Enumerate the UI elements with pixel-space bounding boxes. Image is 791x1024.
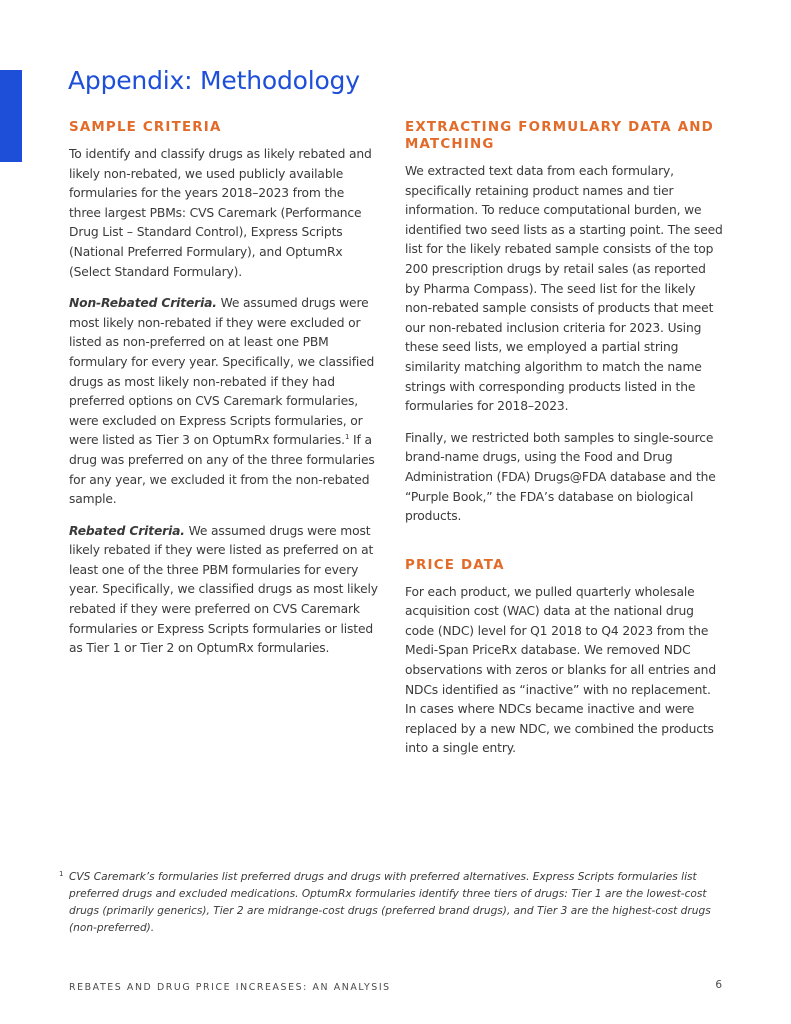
footnote-marker: 1 bbox=[59, 870, 64, 878]
price-data-heading: PRICE DATA bbox=[405, 557, 505, 573]
rebated-criteria-lead: Rebated Criteria. bbox=[69, 523, 185, 538]
footnote-text: CVS Caremark’s formularies list preferred drugs and drugs with preferred alternatives. Express Scripts formularies list preferred drugs and excluded medications. OptumRx formularies identify three tiers of drugs: Tier 1 are the lowest-cost drugs (primarily generics), Tier 2 are midrange-cost drugs (preferred brand drugs), and Tier 3 are the highest-cost drugs (non-preferred). bbox=[69, 871, 711, 934]
page-number: 6 bbox=[715, 979, 722, 991]
extracting-formulary-paragraph-2: Finally, we restricted both samples to single-source brand-name drugs, using the Food and Drug Administration (FDA) Drugs@FDA database and the “Purple Book,” the FDA’s database on biological products. bbox=[405, 430, 716, 524]
price-data-paragraph: For each product, we pulled quarterly wholesale acquisition cost (WAC) data at the national drug code (NDC) level for Q1 2018 to Q4 2023 from the Medi-Span PriceRx database. We removed NDC observations with zeros or blanks for all entries and NDCs identified as “inactive” with no replacement. In cases where NDCs became inactive and were replaced by a new NDC, we combined the products into a single entry. bbox=[405, 584, 716, 756]
extracting-formulary-section bbox=[405, 119, 723, 527]
sample-criteria-heading: SAMPLE CRITERIA bbox=[69, 120, 222, 135]
rebated-criteria-paragraph bbox=[69, 522, 379, 659]
non-rebated-criteria-text: We assumed drugs were most likely non-rebated if they were excluded or listed as non-preferred on at least one PBM formulary for every year. Specifically, we classified drugs as most likely non-rebated if they had preferred options on CVS Caremark formularies, were excluded on Express Scripts formularies, or were listed as Tier 3 on OptumRx formularies. bbox=[69, 296, 375, 448]
non-rebated-criteria-paragraph bbox=[69, 294, 379, 510]
extracting-formulary-heading: EXTRACTING FORMULARY DATA AND MATCHING bbox=[405, 120, 714, 152]
accent-bar bbox=[0, 70, 22, 162]
page-title: Appendix: Methodology bbox=[68, 66, 360, 95]
price-data-section bbox=[405, 557, 723, 759]
sample-criteria-section bbox=[69, 119, 379, 659]
non-rebated-criteria-lead: Non-Rebated Criteria. bbox=[69, 296, 217, 311]
non-rebated-criteria-text-continued: If a drug was preferred on any of the three formularies for any year, we excluded it from the non-rebated sample. bbox=[69, 433, 375, 507]
rebated-criteria-text: We assumed drugs were most likely rebated if they were listed as preferred on at least one of the three PBM formularies for every year. Specifically, we classified drugs as most likely rebated if they were preferred on CVS Caremark formularies or Express Scripts formularies or listed as Tier 1 or Tier 2 on OptumRx formularies. bbox=[69, 523, 378, 656]
footer-report-title: REBATES AND DRUG PRICE INCREASES: AN ANALYSIS bbox=[69, 982, 391, 993]
footnote-reference: 1 bbox=[344, 433, 350, 442]
left-column bbox=[69, 119, 379, 677]
extracting-formulary-paragraph-1: We extracted text data from each formulary, specifically retaining product names and tier information. To reduce computational burden, we identified two seed lists as a starting point. The seed list for the likely rebated sample consists of the top 200 prescription drugs by retail sales (as reported by Pharma Compass). The seed list for the likely non-rebated sample consists of products that meet our non-rebated inclusion criteria for 2023. Using these seed lists, we employed a partial string similarity matching algorithm to match the name strings with corresponding products listed in the formularies for 2018–2023. bbox=[405, 164, 723, 414]
sample-criteria-intro: To identify and classify drugs as likely rebated and likely non-rebated, we used publicly available formularies for the years 2018–2023 from the three largest PBMs: CVS Caremark (Performance Drug List – Standard Control), Express Scripts (National Preferred Formulary), and OptumRx (Select Standard Formulary). bbox=[69, 147, 372, 279]
footnote bbox=[59, 869, 724, 937]
right-column bbox=[405, 119, 723, 777]
section-spacer bbox=[405, 545, 723, 557]
